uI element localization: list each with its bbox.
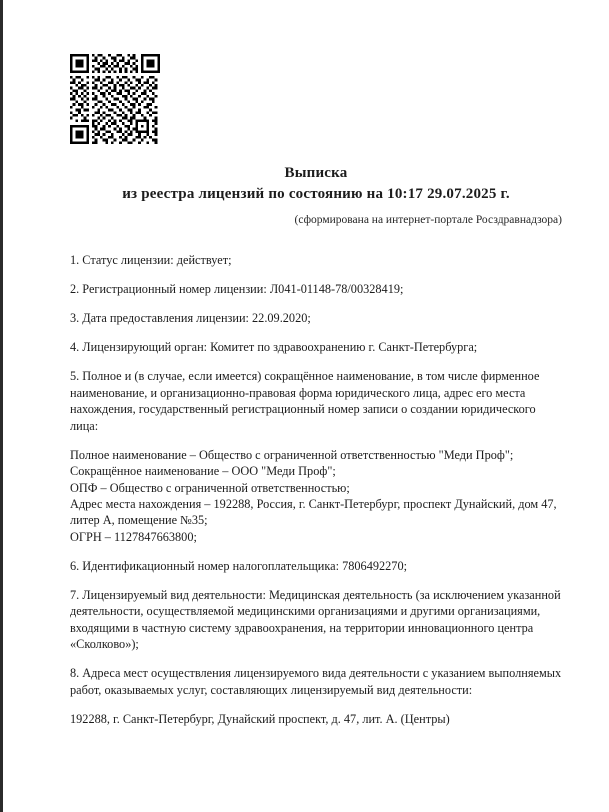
- item-taxpayer-number: 6. Идентификационный номер налогоплательщика: 7806492270;: [70, 558, 408, 573]
- document-title-line-1: Выписка: [284, 165, 348, 181]
- item-issue-date: 3. Дата предоставления лицензии: 22.09.2020;: [70, 311, 311, 326]
- entity-details-group: [70, 447, 562, 545]
- entity-legal-form: ОПФ – Общество с ограниченной ответственностью;: [70, 480, 350, 495]
- activity-address-1: 192288, г. Санкт-Петербург, Дунайский проспект, д. 47, лит. А. (Центры): [70, 711, 450, 726]
- entity-short-name: Сокращённое наименование – ООО "Меди Проф";: [70, 464, 336, 479]
- document-title-line-2: из реестра лицензий по состоянию на 10:17 29.07.2025 г.: [122, 186, 510, 202]
- page-title: [70, 163, 562, 205]
- item-licensing-authority: 4. Лицензирующий орган: Комитет по здравоохранению г. Санкт-Петербурга;: [70, 340, 478, 355]
- item-registration-number: 2. Регистрационный номер лицензии: Л041-01148-78/00328419;: [70, 282, 404, 297]
- item-licensed-activity: 7. Лицензируемый вид деятельности: Медицинская деятельность (за исключением указанной деятельности, осуществляемой медицинскими организациями и другими организациями, входящими в частную систему здравоохранения, на территории инновационного центра «Сколково»);: [70, 587, 561, 652]
- entity-address-line-1: Адрес места нахождения – 192288, Россия, г. Санкт-Петербург, проспект Дунайский, дом 47,: [70, 496, 557, 511]
- entity-address-line-2: литер А, помещение №35;: [70, 513, 208, 528]
- document-body: [70, 252, 562, 727]
- qr-code-icon: [70, 54, 160, 144]
- item-entity-naming-heading: 5. Полное и (в случае, если имеется) сокращённое наименование, в том числе фирменное наименование, и организационно-правовая форма юридического лица, адрес его места нахождения, государственный регистрационный номер записи о создании юридического лица:: [70, 369, 540, 433]
- entity-full-name: Полное наименование – Общество с ограниченной ответственностью "Меди Проф";: [70, 447, 514, 462]
- entity-ogrn: ОГРН – 1127847663800;: [70, 529, 197, 544]
- item-license-status: 1. Статус лицензии: действует;: [70, 253, 232, 267]
- source-note: (сформирована на интернет-портале Росздравнадзора): [294, 214, 562, 226]
- item-activity-addresses-heading: 8. Адреса мест осуществления лицензируемого вида деятельности с указанием выполняемых работ, оказываемых услуг, составляющих лицензируемый вид деятельности:: [70, 666, 562, 697]
